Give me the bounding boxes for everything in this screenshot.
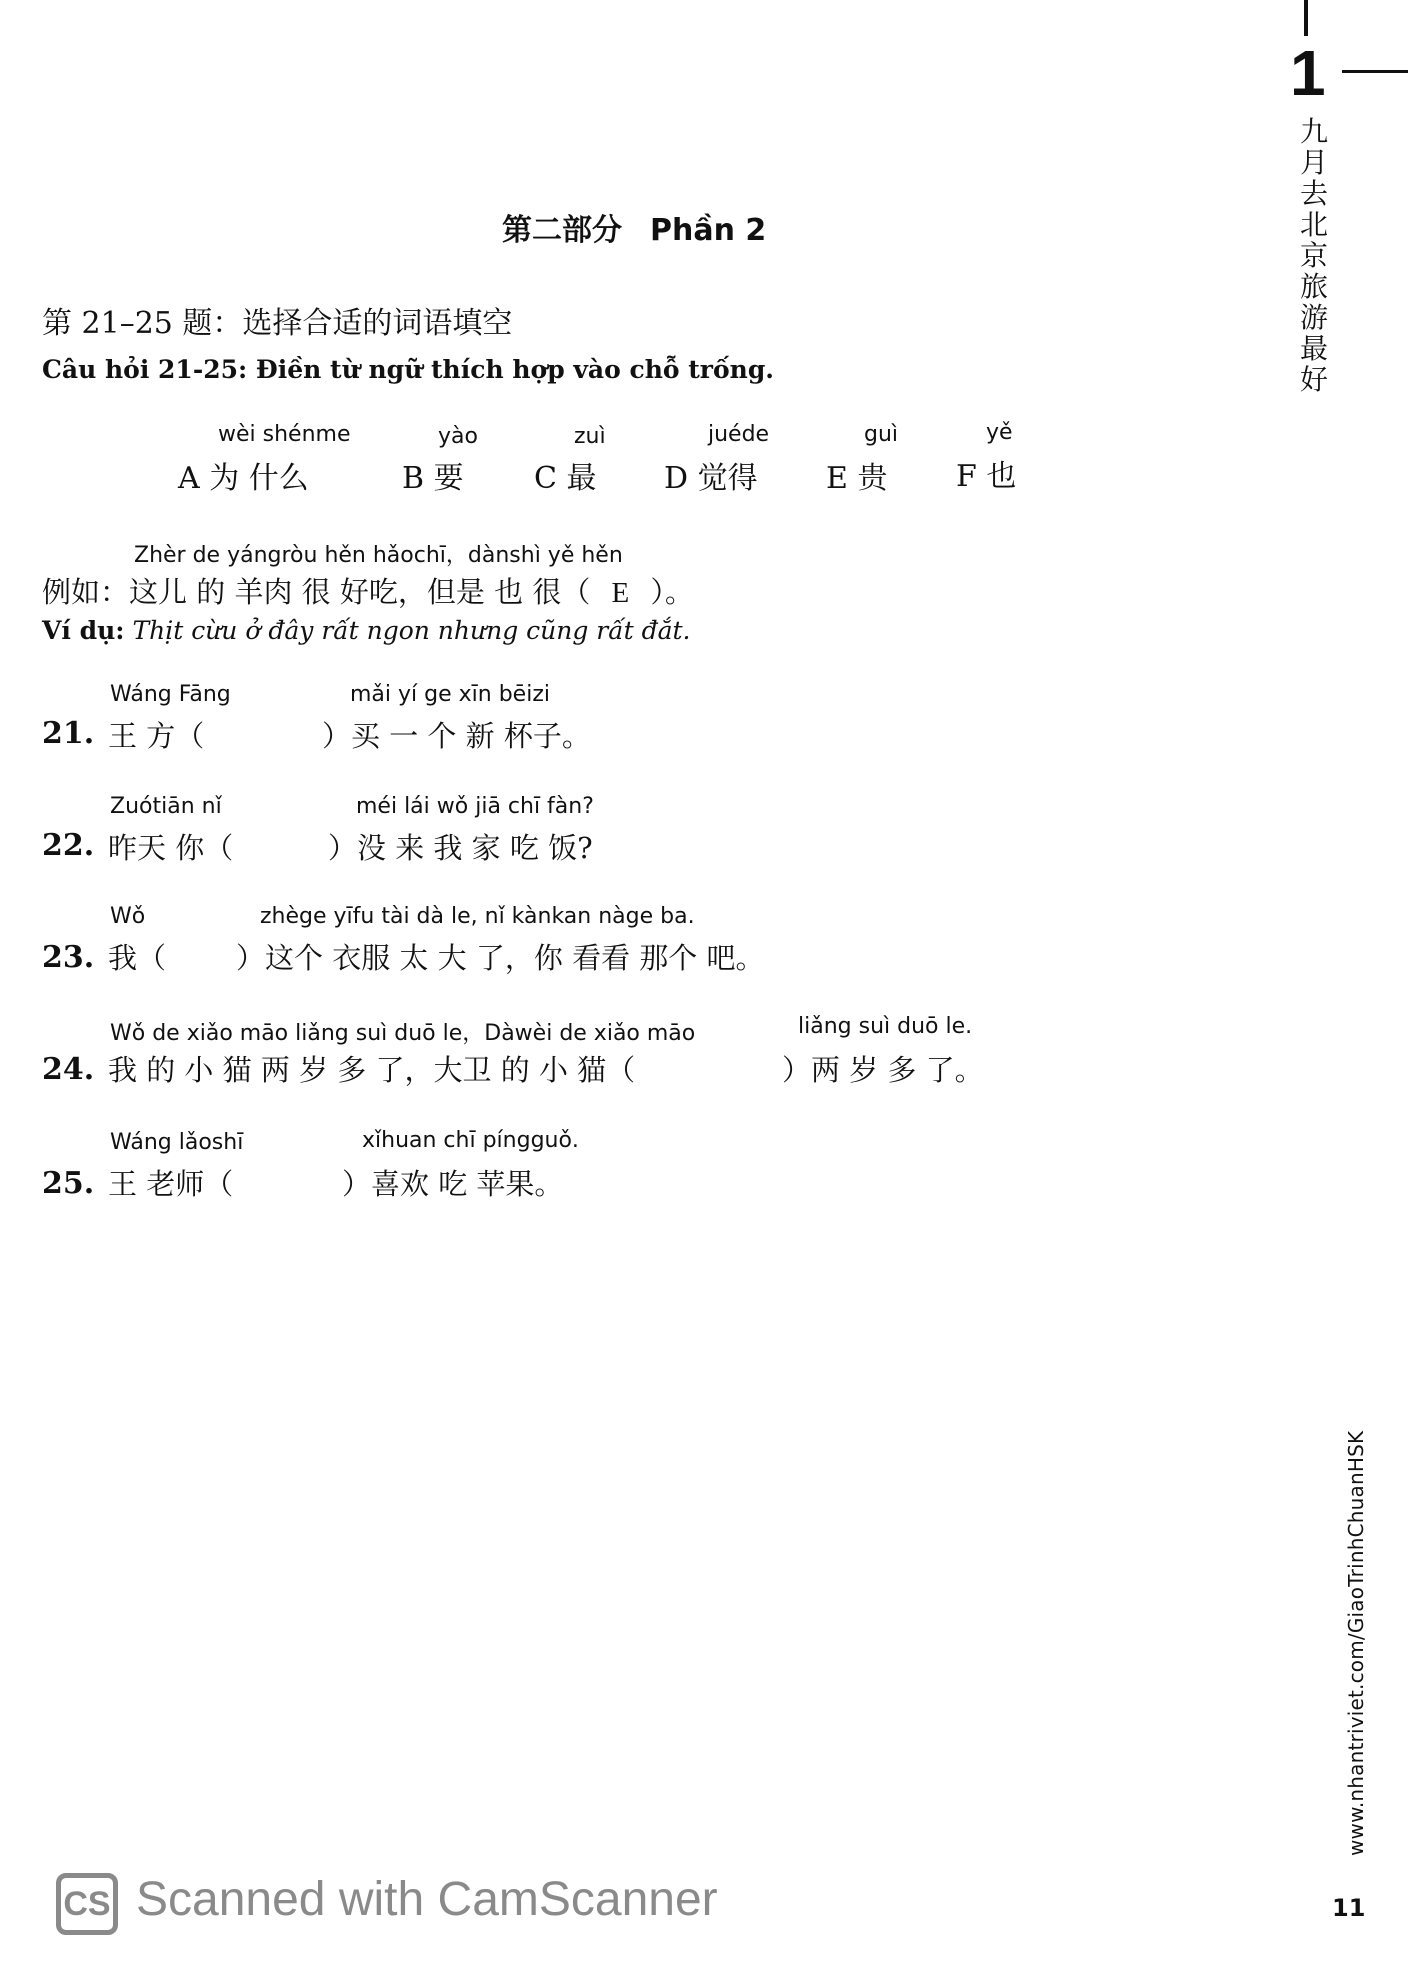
option-c-hanzi: 最 <box>566 461 597 496</box>
option-f-letter: F <box>956 459 977 494</box>
q24-pinyin-a: Wǒ de xiǎo māo liǎng suì duō le，Dàwèi de xiǎo māo <box>110 1021 696 1046</box>
option-a-hanzi: 为 什么 <box>209 461 309 496</box>
option-e-letter: E <box>826 461 848 496</box>
example-hanzi: 这儿 的 羊肉 很 好吃，但是 也 很（ <box>129 575 591 609</box>
q24-hanzi-b: ）两 岁 多 了。 <box>782 1053 984 1087</box>
option-b-hanzi: 要 <box>433 461 464 496</box>
chapter-title: 九月去北京旅游最好 <box>1299 115 1328 396</box>
q23-pinyin-b: zhège yīfu tài dà le, nǐ kànkan nàge ba. <box>260 904 695 929</box>
option-d-hanzi: 觉得 <box>697 461 758 496</box>
q24-hanzi-a: 我 的 小 猫 两 岁 多 了，大卫 的 小 猫（ <box>108 1053 636 1087</box>
camscanner-logo: CS <box>56 1873 118 1935</box>
q22-pinyin-a: Zuótiān nǐ <box>110 794 222 819</box>
example-hanzi-end: ）。 <box>650 575 694 609</box>
q22-pinyin-b: méi lái wǒ jiā chī fàn? <box>356 794 594 819</box>
q25-hanzi-b: ）喜欢 吃 苹果。 <box>342 1167 564 1201</box>
q22-hanzi-b: ）没 来 我 家 吃 饭? <box>328 831 593 865</box>
q25-number: 25. <box>42 1166 95 1201</box>
example-translation <box>42 616 690 645</box>
option-f-hanzi: 也 <box>986 459 1017 494</box>
option-a-pinyin: wèi shénme <box>218 422 351 447</box>
q21-hanzi-a: 王 方（ <box>108 719 205 753</box>
q21-pinyin-b: mǎi yí ge xīn bēizi <box>350 682 550 707</box>
section-heading <box>502 205 766 249</box>
option-b-pinyin: yào <box>438 424 478 449</box>
q23-hanzi-a: 我（ <box>108 941 167 975</box>
instruction-vi: Câu hỏi 21-25: Điền từ ngữ thích hợp vào chỗ trống. <box>42 355 775 384</box>
option-e <box>826 453 887 497</box>
option-c <box>534 453 597 497</box>
example-translation-text: Thịt cừu ở đây rất ngon nhưng cũng rất đắt. <box>132 616 691 645</box>
option-b-letter: B <box>402 461 425 496</box>
q23-pinyin-a: Wǒ <box>110 904 146 929</box>
option-b <box>402 453 464 497</box>
chapter-rule-top <box>1304 0 1308 36</box>
option-a-letter: A <box>178 461 200 496</box>
option-d-letter: D <box>664 461 689 496</box>
section-heading-vi: Phần 2 <box>650 213 767 248</box>
q24-pinyin-b: liǎng suì duō le. <box>798 1014 973 1039</box>
q23-hanzi-b: ）这个 衣服 太 大 了，你 看看 那个 吧。 <box>236 941 765 975</box>
example-translation-label: Ví dụ: <box>42 616 125 645</box>
section-heading-zh: 第二部分 <box>502 213 622 248</box>
publisher-url: www.nhantriviet.com/GiaoTrinhChuanHSK <box>1344 1430 1368 1856</box>
q21-number: 21. <box>42 716 95 751</box>
option-c-letter: C <box>534 461 557 496</box>
option-a <box>178 453 309 497</box>
q25-pinyin-b: xǐhuan chī píngguǒ. <box>362 1128 579 1153</box>
chapter-number: 1 <box>1290 37 1326 109</box>
option-f <box>956 451 1016 495</box>
q25-pinyin-a: Wáng lǎoshī <box>110 1130 244 1155</box>
example-label: 例如： <box>42 575 130 609</box>
q21-hanzi-b: ）买 一 个 新 杯子。 <box>322 719 591 753</box>
q22-hanzi-a: 昨天 你（ <box>108 831 234 865</box>
option-e-hanzi: 贵 <box>857 461 888 496</box>
page-number: 11 <box>1332 1894 1366 1922</box>
option-d-pinyin: juéde <box>708 422 770 447</box>
instruction-zh: 第 21–25 题：选择合适的词语填空 <box>42 306 513 341</box>
q21-pinyin-a: Wáng Fāng <box>110 682 231 707</box>
example-answer: E <box>611 577 630 609</box>
option-f-pinyin: yě <box>986 420 1013 445</box>
camscanner-text: Scanned with CamScanner <box>136 1873 718 1926</box>
chapter-rule-side <box>1342 70 1408 73</box>
option-c-pinyin: zuì <box>574 424 606 449</box>
example-pinyin: Zhèr de yángròu hěn hǎochī，dànshì yě hěn <box>134 543 623 568</box>
option-d <box>664 453 758 497</box>
q25-hanzi-a: 王 老师（ <box>108 1167 234 1201</box>
q22-number: 22. <box>42 828 95 863</box>
q23-number: 23. <box>42 940 95 975</box>
q24-number: 24. <box>42 1052 95 1087</box>
option-e-pinyin: guì <box>864 422 899 447</box>
example-sentence <box>42 570 694 611</box>
